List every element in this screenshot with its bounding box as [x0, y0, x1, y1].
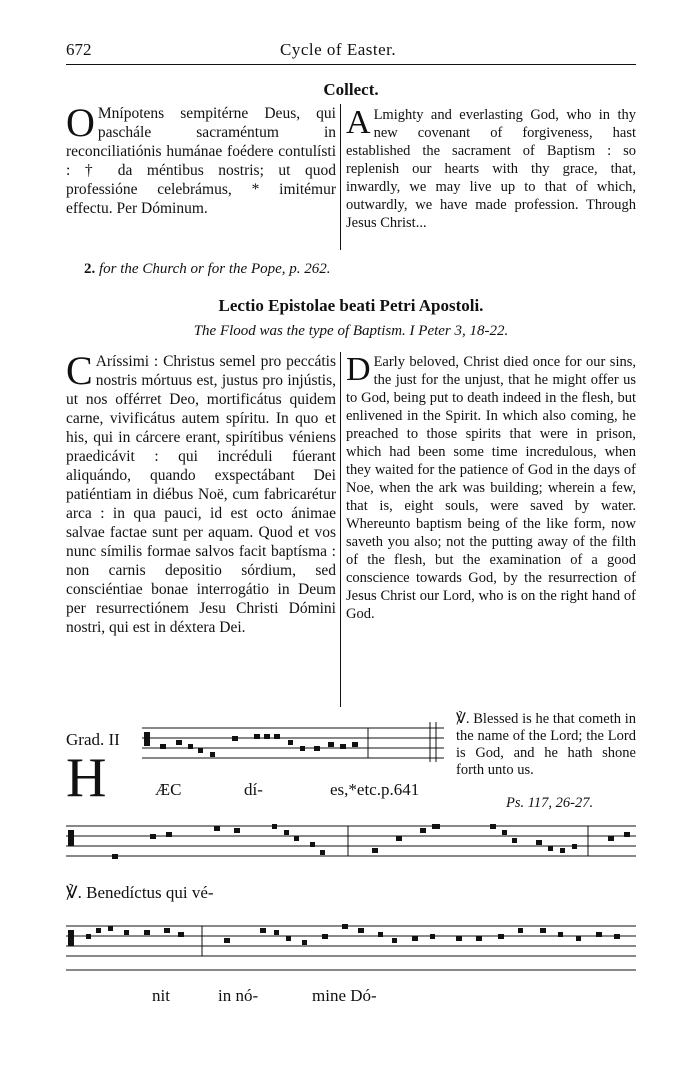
lectio-english-text: Early beloved, Christ died once for our sins, the just for the unjust, that he might offer us to God, being put to death indeed in the flesh, but enlivened in the Spirit. In which also coming, he preached to those spirits that were in prison, which had been some time incredulous, when they waited for the patience of God in the days of Noe, when the ark was building; wherein a few, that is, eight souls, were saved by water. Whereunto baptism being of the like form, now saveth you also; not the putting away of the filth of the flesh, but the examination of a good conscience towards God, by the resurrection of Jesus Christ our Lord, who is on the right hand of God. — [346, 354, 636, 622]
psalm-reference: Ps. 117, 26-27. — [506, 795, 594, 811]
page-number: 672 — [66, 40, 92, 59]
collect-heading: Collect. — [323, 80, 379, 99]
verse-latin-intro: ℣. Benedíctus qui vé- — [66, 883, 214, 902]
commemoration-note — [84, 261, 331, 278]
running-title: Cycle of Easter. — [280, 40, 397, 59]
collect-english-text: Lmighty and everlasting God, who in thy new covenant of forgiveness, hast established the sacrament of Baptism : so replenish our hearts with thy grace, that, inwardly, we may live up to that of which, outwardly, we have made profession. Through Jesus Christ... — [346, 107, 636, 231]
gradual-label: Grad. II — [66, 730, 120, 749]
syllable-in-no: in nó- — [218, 986, 259, 1005]
lectio-heading: Lectio Epistolae beati Petri Apostoli. — [218, 296, 484, 315]
header-rule — [66, 64, 636, 65]
verse-english: ℣. Blessed is he that cometh in the name of the Lord; the Lord is God, and he hath shone forth unto us. — [456, 711, 636, 778]
lectio-latin — [66, 348, 336, 637]
column-divider-lectio — [340, 352, 341, 707]
lectio-latin-text: Aríssimi : Christus semel pro peccátis nostris mórtuus est, justus pro injústis, ut nos offérret Deo, mortificátus quidem carne, vivificátus autem spíritu. In quo et his, qui in cárcere erant, spirítibus véniens praedicávit : qui incréduli fúerant aliquándo, quando exspectábant Dei patiéntiam in diébus Noë, cum fabricarétur arca : in qua pauci, id est octo ánimae salvae factae sunt per aquam. Quod et vos nunc símilis formae salvos facit baptísma : non carnis depositio sórdium, sed consciéntiae bonae interrogátio in Deum per resurrectiónem Jesu Christi Dómini nostri, qui est in déxtera Dei. — [66, 353, 336, 636]
gradual-initial: H — [66, 747, 107, 809]
collect-english-initial: A — [346, 104, 371, 141]
note-number: 2. — [84, 261, 96, 277]
syllable-1: ÆC — [155, 780, 182, 799]
collect-latin-initial: O — [66, 100, 95, 145]
syllable-nit: nit — [152, 986, 170, 1005]
syllable-2: dí- — [244, 780, 263, 799]
collect-latin-text: Mnípotens sempitérne Deus, qui paschále sacraméntum in reconciliatiónis humánae foédere contulísti : † da méntibus nostris; ut quod professióne celebrámus, * imitémur effectu. Per Dóminum. — [66, 105, 336, 217]
chant-staff-2 — [66, 818, 636, 866]
syllable-mine-do: mine Dó- — [312, 986, 377, 1005]
chant-staff-1 — [142, 722, 444, 766]
note-text: for the Church or for the Pope, p. 262. — [99, 261, 331, 277]
collect-latin — [66, 100, 336, 218]
column-divider — [340, 104, 341, 250]
syllable-3: es,*etc.p.641 — [330, 780, 420, 799]
lectio-english — [346, 353, 636, 623]
lectio-subtitle: The Flood was the type of Baptism. I Peter 3, 18-22. — [193, 323, 509, 339]
lectio-english-initial: D — [346, 351, 371, 388]
lectio-latin-initial: C — [66, 348, 93, 393]
chant-staff-3 — [66, 914, 636, 972]
collect-english — [346, 106, 636, 232]
